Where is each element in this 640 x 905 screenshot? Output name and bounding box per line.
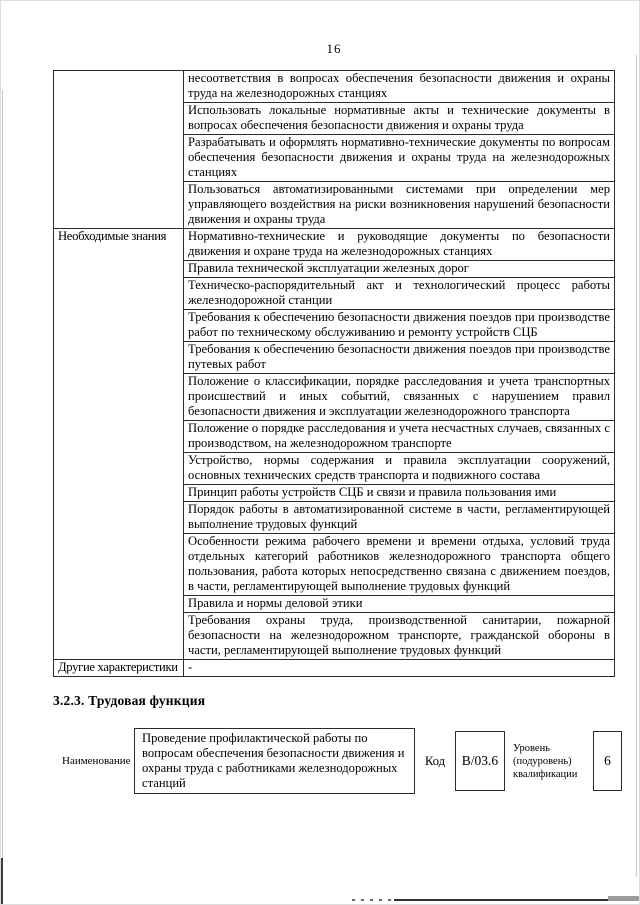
knowledge-item-cell: Требования охраны труда, производственной санитарии, пожарной безопасности на железнодорожном транспорте, гражданской обороны в части, регламентирующей выполнение трудовых функций [184,613,615,660]
other-characteristics-label-cell: Другие характеристики [54,660,184,677]
labor-function-row [62,728,619,794]
knowledge-item-cell: Требования к обеспечению безопасности движения поездов при производстве работ по техническому обслуживанию и ремонту устройств СЦБ [184,310,615,342]
knowledge-item-cell: Правила технической эксплуатации железных дорог [184,261,615,278]
scan-edge-left-light [2,90,3,858]
table-row [54,71,615,103]
knowledge-item-cell: Правила и нормы деловой этики [184,596,615,613]
knowledge-item-cell: Нормативно-технические и руководящие документы по безопасности движения и охране труда на железнодорожных станциях [184,229,615,261]
knowledge-item-cell: Требования к обеспечению безопасности движения поездов при производстве путевых работ [184,342,615,374]
scan-bottom-dots [352,899,394,901]
knowledge-item-cell: Устройство, нормы содержания и правила эксплуатации сооружений, основных технических средств транспорта и подвижного состава [184,453,615,485]
qualification-level-label: Уровень (подуровень) квалификации [513,742,578,780]
main-table-body [54,71,615,677]
table-row [54,660,615,677]
knowledge-item-cell: Положение о порядке расследования и учета несчастных случаев, связанных с производством, на железнодорожном транспорте [184,421,615,453]
skill-item-cell: несоответствия в вопросах обеспечения безопасности движения и охраны труда на железнодорожных станциях [184,71,615,103]
code-label: Код [424,753,446,768]
characteristics-table [53,70,615,677]
page-content [53,0,619,794]
knowledge-item-cell: Положение о классификации, порядке расследования и учета транспортных происшествий и иных событий, связанных с нарушением правил безопасности движения и эксплуатации железнодорожного транспорта [184,374,615,421]
table-row [54,229,615,261]
knowledge-label-cell: Необходимые знания [54,229,184,660]
scan-edge-left-dark [0,858,3,905]
knowledge-item-cell: Принцип работы устройств СЦБ и связи и правила пользования ими [184,485,615,502]
function-name-box: Проведение профилактической работы по вопросам обеспечения безопасности движения и охраны труда с работниками железнодорожных станций [134,728,415,794]
skill-item-cell: Использовать локальные нормативные акты и технические документы в вопросах обеспечения безопасности движения и охраны труда [184,103,615,135]
page-number: 16 [326,41,342,56]
scan-bottom-end-mark [608,896,640,901]
function-code-box: В/03.6 [455,731,505,791]
section-heading: 3.2.3. Трудовая функция [53,693,206,708]
knowledge-item-cell: Техническо-распорядительный акт и технологический процесс работы железнодорожной станции [184,278,615,310]
knowledge-item-cell: Особенности режима рабочего времени и времени отдыха, условий труда отдельных категорий работников железнодорожного транспорта общего пользования, работа которых непосредственно связана с движением поездов, в части, регламентирующей выполнение трудовых функций [184,534,615,596]
skills-label-cell [54,71,184,229]
knowledge-item-cell: Порядок работы в автоматизированной системе в части, регламентирующей выполнение трудовых функций [184,502,615,534]
scan-bottom-line [394,899,610,901]
skill-item-cell: Разрабатывать и оформлять нормативно-технические документы по вопросам обеспечения безопасности движения и охраны труда на железнодорожных станциях [184,135,615,182]
scan-edge-right [636,55,637,877]
name-label: Наименование [62,755,131,767]
qualification-level-box: 6 [593,731,622,791]
skill-item-cell: Пользоваться автоматизированными системами при определении мер управляющего воздействия на риски возникновения нарушений безопасности движения и охраны труда [184,182,615,229]
other-characteristics-value-cell: - [184,660,615,677]
